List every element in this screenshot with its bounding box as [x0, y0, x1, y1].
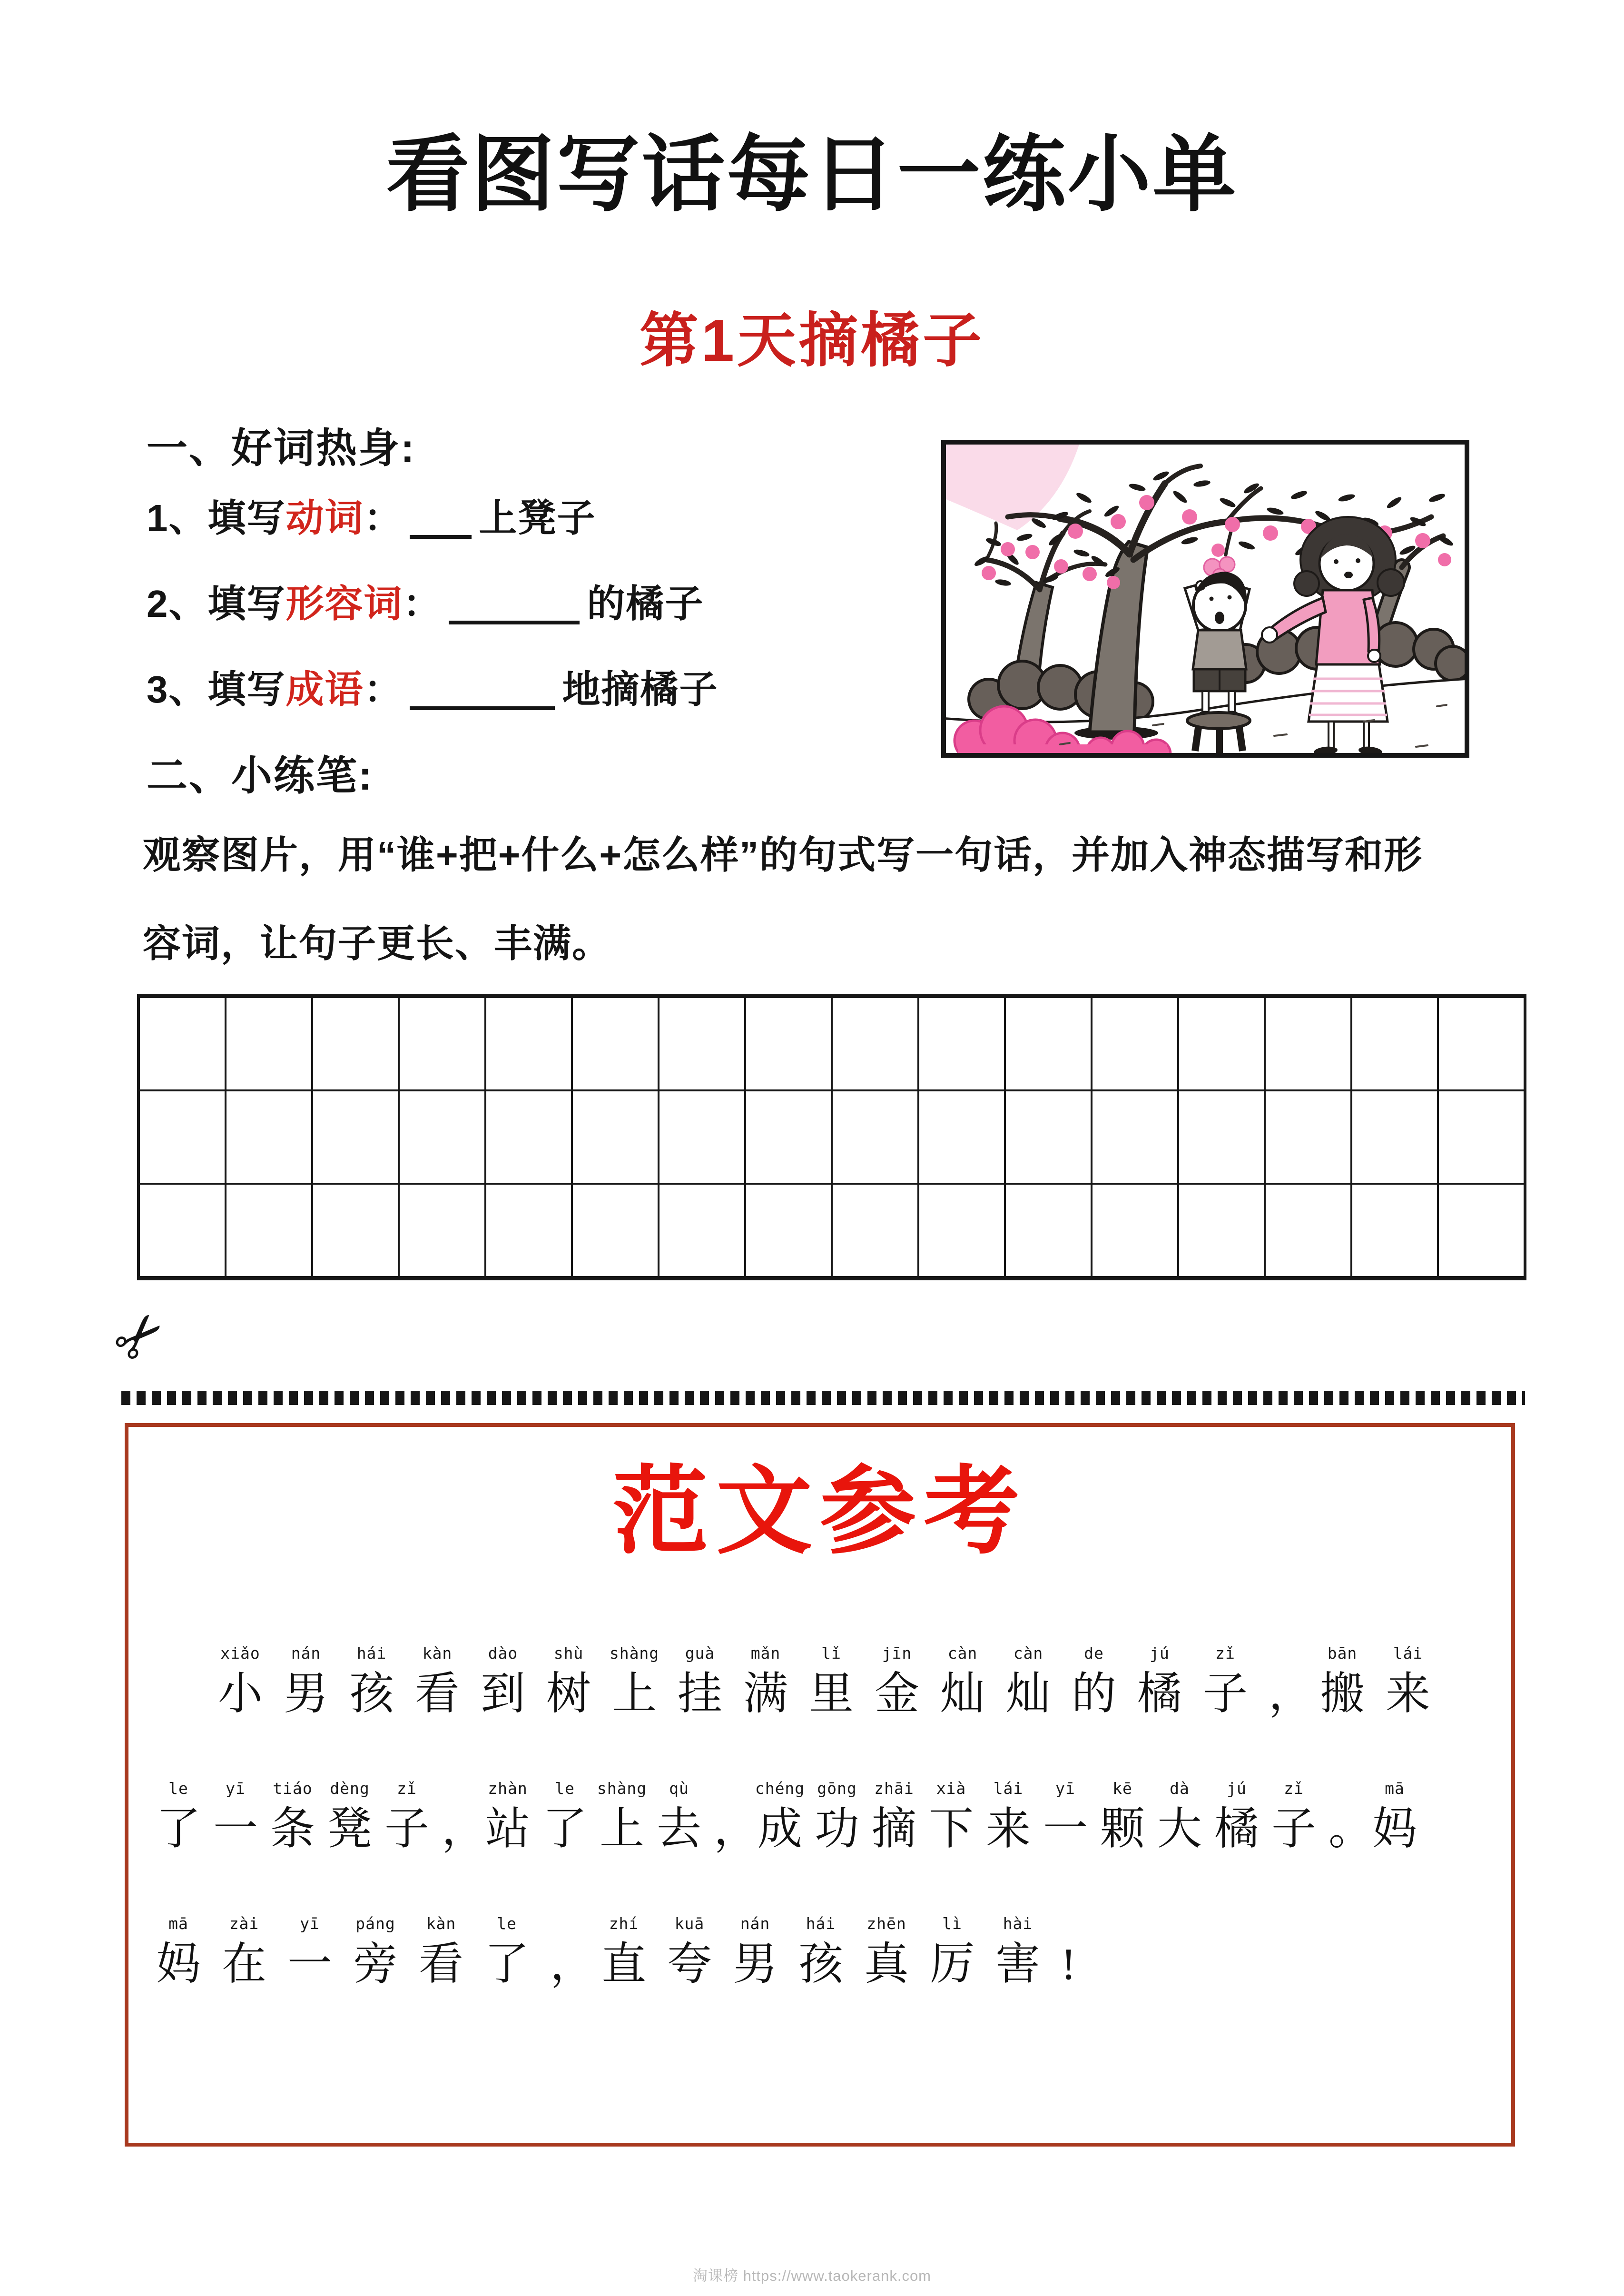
essay-char-with-pinyin — [809, 1644, 854, 1718]
essay-char-with-pinyin — [222, 1914, 266, 1989]
warmup-heading: 一、好词热身: — [147, 426, 416, 471]
essay-char-with-pinyin — [995, 1914, 1040, 1989]
essay-char-with-pinyin — [349, 1644, 394, 1718]
hanzi: 孩 — [349, 1669, 394, 1719]
essay-char-with-pinyin — [929, 1779, 974, 1853]
hanzi: 上 — [600, 1804, 645, 1854]
essay-char-with-pinyin — [986, 1779, 1031, 1853]
pinyin: jú — [1150, 1644, 1170, 1663]
grid-cell[interactable] — [573, 1091, 658, 1183]
grid-cell[interactable] — [486, 1091, 571, 1183]
pinyin: zǐ — [1215, 1644, 1235, 1663]
hanzi: 旁 — [353, 1940, 398, 1989]
essay-punctuation: ， — [442, 1804, 487, 1854]
essay-char-with-pinyin — [609, 1644, 659, 1719]
hanzi: 颗 — [1100, 1804, 1145, 1854]
warmup-item-2 — [147, 573, 704, 628]
grid-cell[interactable] — [573, 1185, 658, 1276]
hanzi: 来 — [986, 1804, 1031, 1854]
hanzi: 在 — [222, 1940, 267, 1989]
stool — [1187, 713, 1250, 754]
page-title: 看图写话每日一练小单 — [386, 129, 1238, 221]
essay-char-with-pinyin — [864, 1914, 909, 1989]
hanzi: 看 — [419, 1940, 464, 1989]
hanzi: 条 — [270, 1804, 315, 1854]
hanzi: 妈 — [156, 1940, 201, 1989]
grid-cell[interactable] — [313, 998, 398, 1089]
grid-cell[interactable] — [486, 1185, 571, 1276]
warmup-item-3 — [147, 659, 718, 713]
hanzi: 站 — [485, 1804, 531, 1854]
hanzi: 了 — [542, 1804, 588, 1854]
orange-picking-scene — [941, 440, 1469, 758]
pinyin: mā — [168, 1914, 188, 1933]
hanzi: 金 — [875, 1669, 920, 1719]
pinyin: hái — [806, 1914, 836, 1933]
essay-char-with-pinyin — [930, 1914, 974, 1989]
hanzi: 满 — [743, 1669, 788, 1719]
essay-char-with-pinyin — [601, 1914, 646, 1989]
essay-char-with-pinyin — [156, 1779, 201, 1853]
grid-cell[interactable] — [1006, 1185, 1091, 1276]
hanzi: 真 — [864, 1940, 909, 1989]
pinyin: dèng — [330, 1779, 370, 1798]
item-keyword: 形容词 — [285, 583, 403, 625]
essay-char-with-pinyin — [419, 1914, 463, 1989]
grid-cell[interactable] — [486, 998, 571, 1089]
hanzi: 子 — [1271, 1804, 1317, 1854]
essay-char-with-pinyin — [1100, 1779, 1145, 1853]
hanzi: 子 — [384, 1804, 430, 1854]
essay-char-with-pinyin — [940, 1644, 985, 1718]
pinyin: mǎn — [750, 1644, 781, 1663]
essay-char-with-pinyin — [156, 1914, 201, 1989]
essay-line — [156, 1914, 1484, 1989]
hanzi: 了 — [484, 1940, 530, 1989]
hanzi: 成 — [758, 1804, 803, 1854]
grid-cell[interactable] — [1006, 998, 1091, 1089]
grid-cell[interactable] — [1352, 1185, 1437, 1276]
grid-cell[interactable] — [140, 1091, 225, 1183]
pinyin: yī — [300, 1914, 320, 1933]
pinyin: jú — [1227, 1779, 1247, 1798]
grid-cell[interactable] — [400, 1091, 484, 1183]
pinyin: càn — [947, 1644, 978, 1663]
pinyin: lì — [942, 1914, 962, 1933]
grid-cell[interactable] — [833, 998, 917, 1089]
hanzi: 一 — [213, 1804, 258, 1854]
pinyin: tiáo — [273, 1779, 313, 1798]
essay-char-with-pinyin — [667, 1914, 712, 1989]
scissors-icon: ✂ — [98, 1295, 182, 1379]
item-colon: ： — [403, 583, 442, 625]
grid-cell[interactable] — [140, 1185, 225, 1276]
pinyin: zǐ — [397, 1779, 417, 1798]
item-colon: ： — [364, 668, 403, 711]
page-subtitle: 第1天摘橘子 — [640, 308, 984, 374]
pinyin: guà — [685, 1644, 715, 1663]
hanzi: 厉 — [930, 1940, 975, 1989]
grid-cell[interactable] — [919, 1185, 1004, 1276]
hanzi: 了 — [156, 1804, 201, 1854]
item-suffix: 的橘子 — [587, 583, 704, 625]
essay-char-with-pinyin — [743, 1644, 788, 1718]
hanzi: 一 — [287, 1940, 333, 1989]
scene-illustration — [941, 440, 1469, 758]
practice-instructions-line1: 观察图片，用“谁+把+什么+怎么样”的句式写一句话，并加入神态描写和形 — [143, 834, 1423, 876]
grid-cell[interactable] — [1439, 998, 1524, 1089]
hanzi: 害 — [995, 1940, 1041, 1989]
essay-char-with-pinyin — [1006, 1644, 1051, 1718]
hanzi: 孩 — [798, 1940, 844, 1989]
sample-essay-text — [156, 1644, 1484, 1989]
pinyin: hái — [356, 1644, 387, 1663]
essay-punctuation: ! — [1061, 1940, 1076, 1989]
essay-char-with-pinyin — [542, 1779, 587, 1853]
practice-heading: 二、小练笔: — [147, 753, 374, 799]
pinyin: kē — [1112, 1779, 1132, 1798]
pinyin: xià — [936, 1779, 966, 1798]
essay-char-with-pinyin — [1203, 1644, 1248, 1718]
grid-cell[interactable] — [313, 1091, 398, 1183]
hanzi: 夸 — [667, 1940, 712, 1989]
sample-essay-box — [125, 1423, 1515, 2147]
grid-cell[interactable] — [919, 1091, 1004, 1183]
grid-cell[interactable] — [659, 1091, 744, 1183]
hanzi: 看 — [415, 1669, 460, 1719]
pinyin: nán — [740, 1914, 770, 1933]
grid-cell[interactable] — [1352, 998, 1437, 1089]
hanzi: 直 — [601, 1940, 647, 1989]
pinyin: lái — [993, 1779, 1024, 1798]
writing-grid[interactable] — [137, 994, 1526, 1280]
essay-char-with-pinyin — [287, 1914, 332, 1989]
pinyin: dà — [1170, 1779, 1190, 1798]
essay-char-with-pinyin — [1320, 1644, 1365, 1718]
grid-cell[interactable] — [659, 998, 744, 1089]
essay-char-with-pinyin — [353, 1914, 398, 1989]
hanzi: 去 — [657, 1804, 702, 1854]
pinyin: hài — [1003, 1914, 1033, 1933]
essay-punctuation: ， — [1269, 1669, 1314, 1719]
grid-cell[interactable] — [1006, 1091, 1091, 1183]
grid-cell[interactable] — [1439, 1185, 1524, 1276]
pinyin: zài — [229, 1914, 259, 1933]
pinyin: zhí — [609, 1914, 639, 1933]
pinyin: shàng — [597, 1779, 647, 1798]
essay-char-with-pinyin — [798, 1914, 843, 1989]
essay-char-with-pinyin — [815, 1779, 859, 1853]
grid-cell[interactable] — [833, 1091, 917, 1183]
essay-punctuation: 。 — [1329, 1804, 1374, 1854]
pinyin: jīn — [882, 1644, 912, 1663]
essay-char-with-pinyin — [218, 1644, 263, 1718]
pinyin: shàng — [609, 1644, 659, 1663]
essay-char-with-pinyin — [1386, 1644, 1430, 1718]
grid-cell[interactable] — [226, 1091, 311, 1183]
pinyin: páng — [355, 1914, 395, 1933]
essay-char-with-pinyin — [415, 1644, 460, 1718]
watermark: 淘课榜 https://www.taokerank.com — [692, 2267, 932, 2284]
pinyin: zǐ — [1284, 1779, 1304, 1798]
essay-char-with-pinyin — [597, 1779, 647, 1854]
grid-cell[interactable] — [1179, 1091, 1264, 1183]
hanzi: 男 — [733, 1940, 778, 1989]
hanzi: 功 — [815, 1804, 860, 1854]
essay-char-with-pinyin — [755, 1779, 805, 1854]
hanzi: 子 — [1203, 1669, 1248, 1719]
pinyin: le — [168, 1779, 188, 1798]
hanzi: 一 — [1043, 1804, 1088, 1854]
hanzi: 到 — [481, 1669, 526, 1719]
grid-cell[interactable] — [573, 998, 658, 1089]
essay-char-with-pinyin — [872, 1779, 916, 1853]
hanzi: 小 — [218, 1669, 263, 1719]
pinyin: yī — [226, 1779, 246, 1798]
essay-line — [156, 1779, 1484, 1853]
hanzi: 妈 — [1372, 1804, 1417, 1854]
pinyin: lǐ — [821, 1644, 841, 1663]
fill-blank[interactable] — [410, 496, 472, 539]
pinyin: zhēn — [866, 1914, 906, 1933]
sample-essay-title: 范文参考 — [612, 1459, 1027, 1565]
pinyin: le — [555, 1779, 575, 1798]
grid-cell[interactable] — [1266, 1091, 1350, 1183]
pinyin: bān — [1327, 1644, 1358, 1663]
hanzi: 下 — [929, 1804, 974, 1854]
essay-char-with-pinyin — [1043, 1779, 1088, 1853]
pinyin: xiǎo — [220, 1644, 260, 1663]
grid-cell[interactable] — [1093, 1185, 1177, 1276]
hanzi: 上 — [612, 1669, 657, 1719]
essay-char-with-pinyin — [1271, 1779, 1316, 1853]
grid-cell[interactable] — [400, 998, 484, 1089]
item-keyword: 动词 — [285, 497, 364, 539]
essay-char-with-pinyin — [1072, 1644, 1116, 1718]
pinyin: kuā — [674, 1914, 705, 1933]
grid-cell[interactable] — [833, 1185, 917, 1276]
hanzi: 灿 — [1006, 1669, 1051, 1719]
grid-cell[interactable] — [1266, 1185, 1350, 1276]
essay-char-with-pinyin — [657, 1779, 701, 1853]
grid-cell[interactable] — [226, 1185, 311, 1276]
pinyin: lái — [1393, 1644, 1423, 1663]
item-prefix: 3、填写 — [147, 668, 286, 711]
essay-char-with-pinyin — [270, 1779, 315, 1853]
essay-char-with-pinyin — [1372, 1779, 1417, 1853]
essay-char-with-pinyin — [1157, 1779, 1202, 1853]
grid-cell[interactable] — [1352, 1091, 1437, 1183]
pinyin: zhàn — [488, 1779, 528, 1798]
fill-blank[interactable] — [449, 582, 580, 624]
essay-char-with-pinyin — [327, 1779, 372, 1853]
essay-punctuation: ， — [714, 1804, 759, 1854]
pinyin: kàn — [422, 1644, 453, 1663]
pinyin: qù — [669, 1779, 689, 1798]
essay-char-with-pinyin — [733, 1914, 778, 1989]
item-suffix: 地摘橘子 — [562, 668, 718, 711]
hanzi: 男 — [284, 1669, 329, 1719]
item-suffix: 上凳子 — [479, 497, 596, 539]
essay-punctuation: ， — [550, 1940, 595, 1989]
pinyin: zhāi — [874, 1779, 914, 1798]
practice-instructions-line2: 容词，让句子更长、丰满。 — [143, 922, 611, 965]
hanzi: 摘 — [872, 1804, 917, 1854]
grid-cell[interactable] — [1179, 1185, 1264, 1276]
grid-cell[interactable] — [919, 998, 1004, 1089]
pinyin: kàn — [426, 1914, 456, 1933]
pinyin: le — [497, 1914, 517, 1933]
hanzi: 凳 — [327, 1804, 373, 1854]
grid-cell[interactable] — [746, 1091, 831, 1183]
pinyin: yī — [1055, 1779, 1075, 1798]
pinyin: shù — [553, 1644, 584, 1663]
grid-cell[interactable] — [1093, 1091, 1177, 1183]
essay-char-with-pinyin — [485, 1779, 530, 1853]
hanzi: 橘 — [1137, 1669, 1182, 1719]
fill-blank[interactable] — [410, 667, 555, 710]
grid-cell[interactable] — [746, 998, 831, 1089]
hanzi: 来 — [1386, 1669, 1431, 1719]
hanzi: 灿 — [940, 1669, 985, 1719]
essay-char-with-pinyin — [284, 1644, 328, 1718]
essay-char-with-pinyin — [384, 1779, 429, 1853]
cut-line — [121, 1391, 1525, 1405]
hanzi: 橘 — [1214, 1804, 1260, 1854]
pinyin: gōng — [817, 1779, 857, 1798]
grid-cell[interactable] — [400, 1185, 484, 1276]
grid-cell[interactable] — [140, 998, 225, 1089]
item-colon: ： — [364, 497, 403, 539]
item-prefix: 1、填写 — [147, 497, 286, 539]
essay-char-with-pinyin — [875, 1644, 919, 1718]
grid-cell[interactable] — [1093, 998, 1177, 1089]
hanzi: 里 — [809, 1669, 854, 1719]
pinyin: càn — [1013, 1644, 1043, 1663]
pinyin: chéng — [755, 1779, 805, 1798]
pinyin: dào — [488, 1644, 518, 1663]
pinyin: de — [1084, 1644, 1104, 1663]
pinyin: nán — [291, 1644, 321, 1663]
grid-cell[interactable] — [313, 1185, 398, 1276]
hanzi: 的 — [1072, 1669, 1117, 1719]
essay-line — [156, 1644, 1484, 1718]
grid-cell[interactable] — [1179, 998, 1264, 1089]
essay-char-with-pinyin — [484, 1914, 529, 1989]
grid-cell[interactable] — [226, 998, 311, 1089]
essay-char-with-pinyin — [546, 1644, 591, 1718]
item-keyword: 成语 — [285, 668, 364, 711]
item-prefix: 2、填写 — [147, 583, 286, 625]
grid-cell[interactable] — [746, 1185, 831, 1276]
essay-char-with-pinyin — [1214, 1779, 1259, 1853]
pinyin: mā — [1385, 1779, 1405, 1798]
hanzi: 挂 — [678, 1669, 723, 1719]
essay-char-with-pinyin — [481, 1644, 525, 1718]
hanzi: 大 — [1157, 1804, 1202, 1854]
hanzi: 树 — [546, 1669, 591, 1719]
hanzi: 搬 — [1320, 1669, 1365, 1719]
grid-cell[interactable] — [1266, 998, 1350, 1089]
grid-cell[interactable] — [659, 1185, 744, 1276]
essay-char-with-pinyin — [213, 1779, 258, 1853]
essay-char-with-pinyin — [1137, 1644, 1182, 1718]
essay-char-with-pinyin — [678, 1644, 722, 1718]
warmup-item-1 — [147, 487, 596, 542]
grid-cell[interactable] — [1439, 1091, 1524, 1183]
